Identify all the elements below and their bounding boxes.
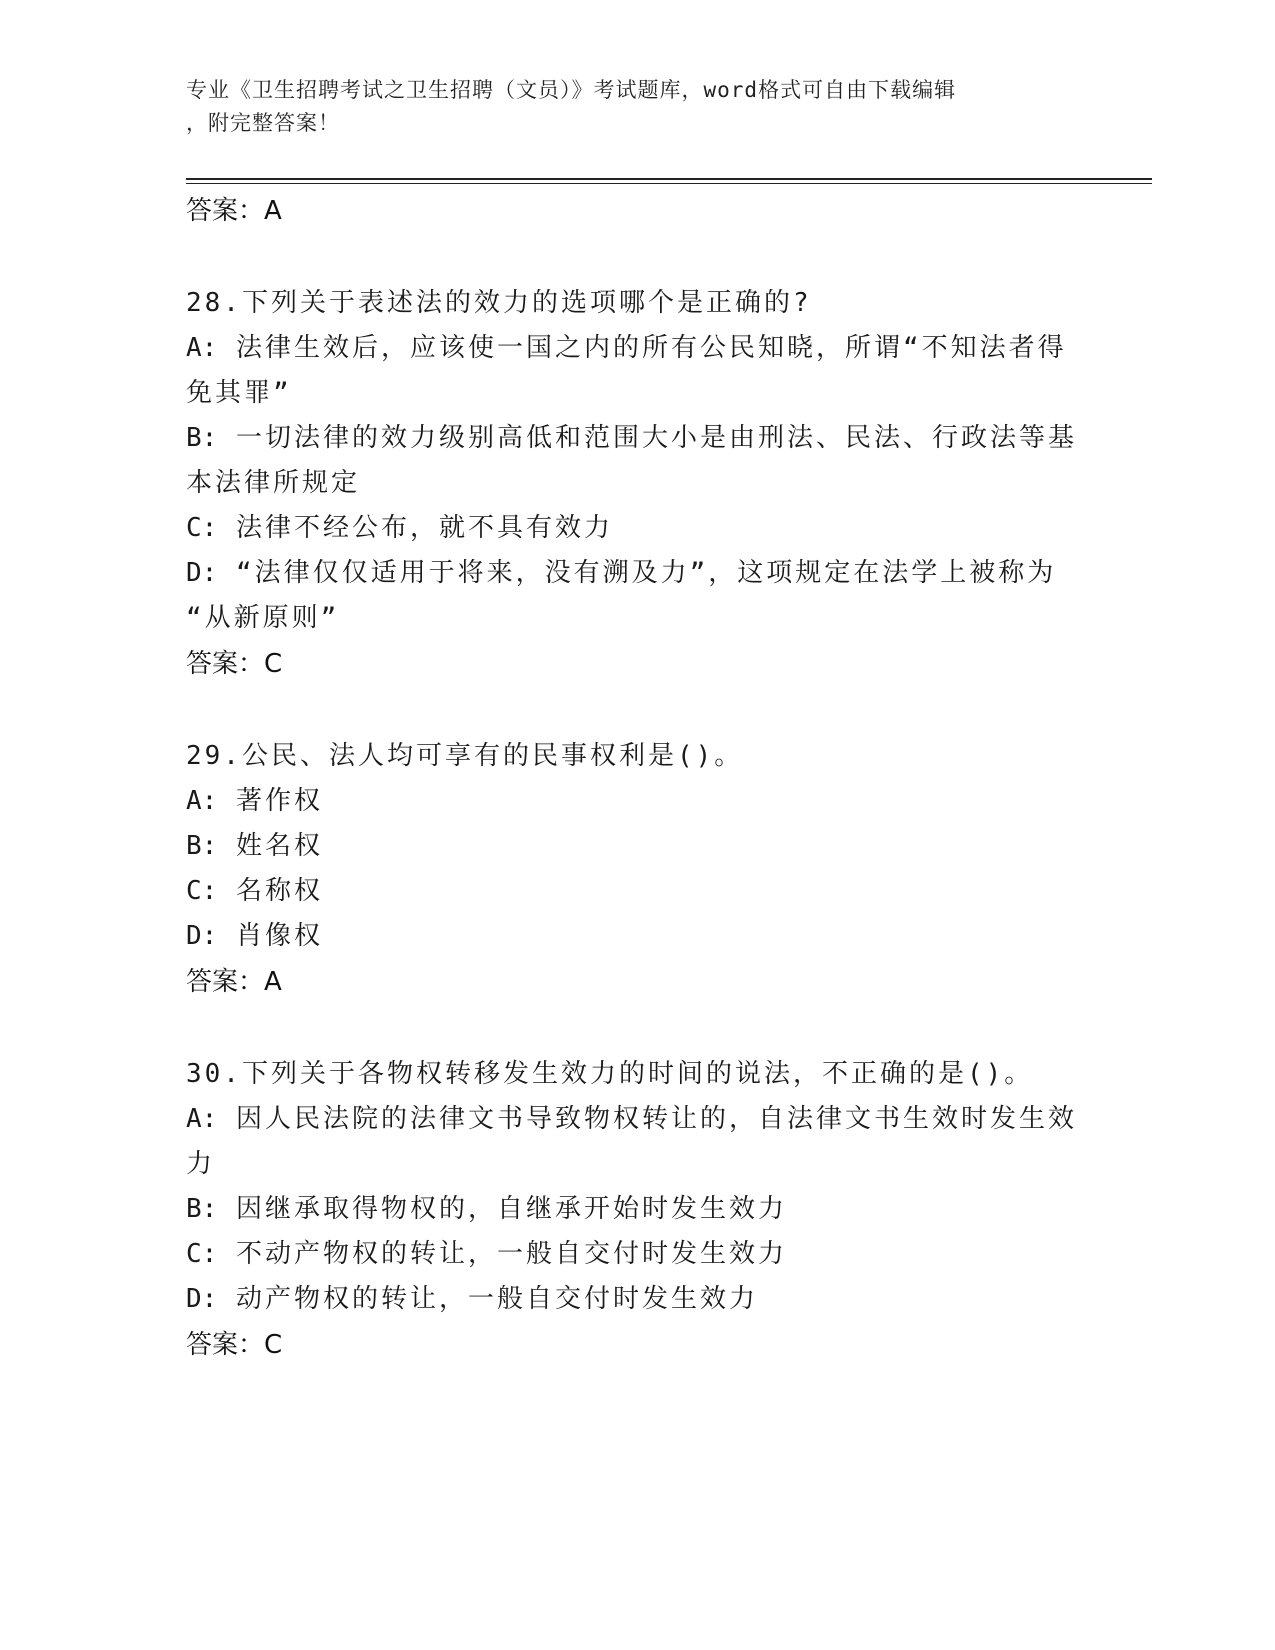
previous-answer — [186, 188, 1086, 234]
question-answer — [186, 641, 1086, 687]
option-text: 著作权 — [235, 786, 323, 816]
option-a-continued: 力 — [186, 1149, 216, 1179]
option-text: 一切法律的效力级别高低和范围大小是由刑法、民法、行政法等基 — [235, 423, 1077, 453]
option-d — [186, 551, 1086, 596]
option-b — [186, 416, 1086, 461]
answer-value: A — [264, 967, 282, 997]
page-header — [186, 74, 1076, 140]
answer-label: 答案： — [186, 1330, 265, 1360]
option-a — [186, 326, 1086, 371]
option-d-continued: “从新原则” — [186, 603, 340, 633]
question-answer — [186, 959, 1086, 1005]
option-letter: C: — [186, 1239, 218, 1269]
option-letter: B: — [186, 831, 218, 861]
option-a — [186, 1097, 1086, 1142]
option-b-continued: 本法律所规定 — [186, 468, 361, 498]
option-text: 因人民法院的法律文书导致物权转让的，自法律文书生效时发生效 — [235, 1104, 1077, 1134]
answer-value: C — [264, 649, 283, 679]
header-rule-thin — [186, 183, 1152, 184]
option-letter: B: — [186, 423, 218, 453]
option-letter: A: — [186, 1104, 218, 1134]
answer-label: 答案： — [186, 196, 265, 226]
option-c — [186, 1232, 1086, 1277]
option-text: 法律生效后，应该使一国之内的所有公民知晓，所谓“不知法者得 — [235, 333, 1067, 363]
question-stem: 28.下列关于表述法的效力的选项哪个是正确的? — [186, 288, 812, 318]
question-stem: 29.公民、法人均可享有的民事权利是()。 — [186, 741, 744, 771]
option-letter: A: — [186, 786, 218, 816]
option-d — [186, 914, 1086, 959]
question-block — [186, 1051, 1086, 1368]
option-a — [186, 779, 1086, 824]
option-b — [186, 824, 1086, 869]
option-text: “法律仅仅适用于将来，没有溯及力”，这项规定在法学上被称为 — [235, 558, 1057, 588]
option-text: 因继承取得物权的，自继承开始时发生效力 — [235, 1194, 787, 1224]
option-c — [186, 506, 1086, 551]
question-block — [186, 280, 1086, 687]
question-list — [186, 188, 1086, 1368]
option-a-continued: 免其罪” — [186, 378, 292, 408]
option-d — [186, 1277, 1086, 1322]
option-c — [186, 869, 1086, 914]
header-rule-thick — [186, 178, 1152, 180]
header-line-2: ，附完整答案！ — [186, 111, 340, 135]
answer-label: 答案： — [186, 649, 265, 679]
option-text: 法律不经公布，就不具有效力 — [235, 513, 613, 543]
answer-value: C — [264, 1330, 283, 1360]
option-text: 不动产物权的转让，一般自交付时发生效力 — [235, 1239, 787, 1269]
option-letter: D: — [186, 921, 218, 951]
option-letter: C: — [186, 513, 218, 543]
option-letter: B: — [186, 1194, 218, 1224]
option-letter: D: — [186, 1284, 218, 1314]
option-text: 名称权 — [235, 876, 323, 906]
answer-value: A — [264, 196, 282, 226]
question-answer — [186, 1322, 1086, 1368]
option-text: 肖像权 — [235, 921, 323, 951]
answer-label: 答案： — [186, 967, 265, 997]
option-b — [186, 1187, 1086, 1232]
option-text: 姓名权 — [235, 831, 323, 861]
option-letter: C: — [186, 876, 218, 906]
option-letter: A: — [186, 333, 218, 363]
question-block — [186, 733, 1086, 1005]
option-text: 动产物权的转让，一般自交付时发生效力 — [235, 1284, 758, 1314]
option-letter: D: — [186, 558, 218, 588]
question-stem: 30.下列关于各物权转移发生效力的时间的说法，不正确的是()。 — [186, 1059, 1034, 1089]
header-line-1: 专业《卫生招聘考试之卫生招聘（文员）》考试题库，word格式可自由下载编辑 — [186, 78, 957, 102]
